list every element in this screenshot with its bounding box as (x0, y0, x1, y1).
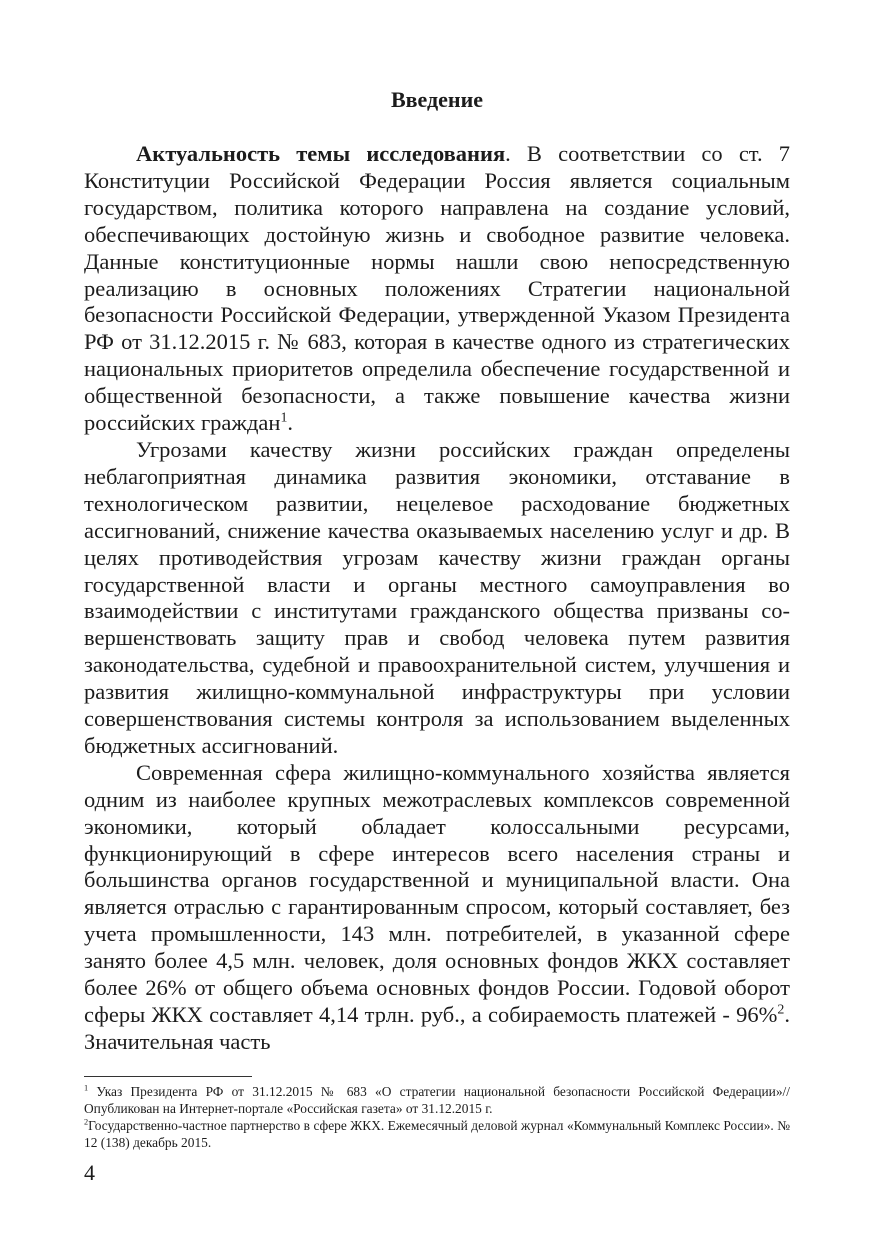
paragraph-1 (84, 141, 790, 437)
paragraph-text: . В соответствии со ст. 7 Конституции Российской Федерации Россия является социальным государством, политика которого направлена на создание условий, обеспечивающих достойную жизнь и свободное развитие человека. Данные конституционные нормы нашли свою непосредственную реализацию в основных положениях Стратегии национальной безопасности Российской Федерации, утвержденной Указом Президента РФ от 31.12.2015 г. № 683, которая в качестве одного из стратегических национальных приоритетов определила обеспечение государственной и общественной безопасности, а также повышение качества жизни российских граждан (84, 141, 790, 436)
footnotes (84, 1083, 790, 1151)
body-text (84, 141, 790, 1056)
paragraph-tail: . (287, 410, 294, 436)
footnote-2 (84, 1117, 790, 1151)
footnote-1 (84, 1083, 790, 1117)
footnote-separator (84, 1076, 252, 1077)
paragraph-2 (84, 437, 790, 760)
paragraph-text: Угрозами качеству жизни российских граждан определены неблагоприятная динамика развития экономики, отставание в технологическом развитии, нецелевое расходование бюджетных ассигнований, снижение качества оказываемых населению услуг и др. В целях противодействия угрозам качеству жизни граждан органы государственной власти и органы местного самоуправления во взаимодействии с институтами гражданского общества призваны со-вершенствовать защиту прав и свобод человека путем развития законодательства, судебной и правоохранительной систем, улучшения и развития жилищно-коммунальной инфраструктуры при условии совершенствования системы контроля за использованием выделенных бюджетных ассигнований. (84, 436, 790, 758)
footnote-mark: 2 (84, 1117, 89, 1127)
paragraph-3 (84, 760, 790, 1056)
paragraph-lead: Актуальность темы исследования (136, 141, 506, 166)
footnote-text: Государственно-частное партнерство в сфере ЖКХ. Ежемесячный деловой журнал «Коммунальный Комплекс России». № 12 (138) декабрь 2015. (84, 1118, 790, 1150)
footnote-mark: 1 (84, 1083, 89, 1093)
paragraph-text: Современная сфера жилищно-коммунального хозяйства является одним из наиболее крупных межотраслевых комплексов современной экономики, который обладает колоссальными ресурсами, функционирующий в сфере интересов всего населения страны и большинства органов государственной и муниципальной власти. Она является отраслью с гарантированным спросом, который составляет, без учета промышленности, 143 млн. потребителей, в указанной сфере занято более 4,5 млн. человек, доля основных фондов ЖКХ составляет более 26% от общего объема основных фондов России. Годовой оборот сферы ЖКХ составляет 4,14 трлн. руб., а собираемость платежей - 96% (84, 759, 790, 1027)
footnote-text: Указ Президента РФ от 31.12.2015 № 683 «О стратегии национальной безопасности Российской Федерации»// Опубликован на Интернет-портале «Российская газета» от 31.12.2015 г. (84, 1084, 790, 1116)
paragraph-tail: . Значительная часть (84, 1002, 790, 1054)
footnote-ref-2[interactable]: 2 (777, 1002, 785, 1018)
page-number: 4 (84, 1160, 95, 1185)
footnote-ref-1[interactable]: 1 (280, 410, 288, 426)
page-title: Введение (390, 87, 484, 112)
